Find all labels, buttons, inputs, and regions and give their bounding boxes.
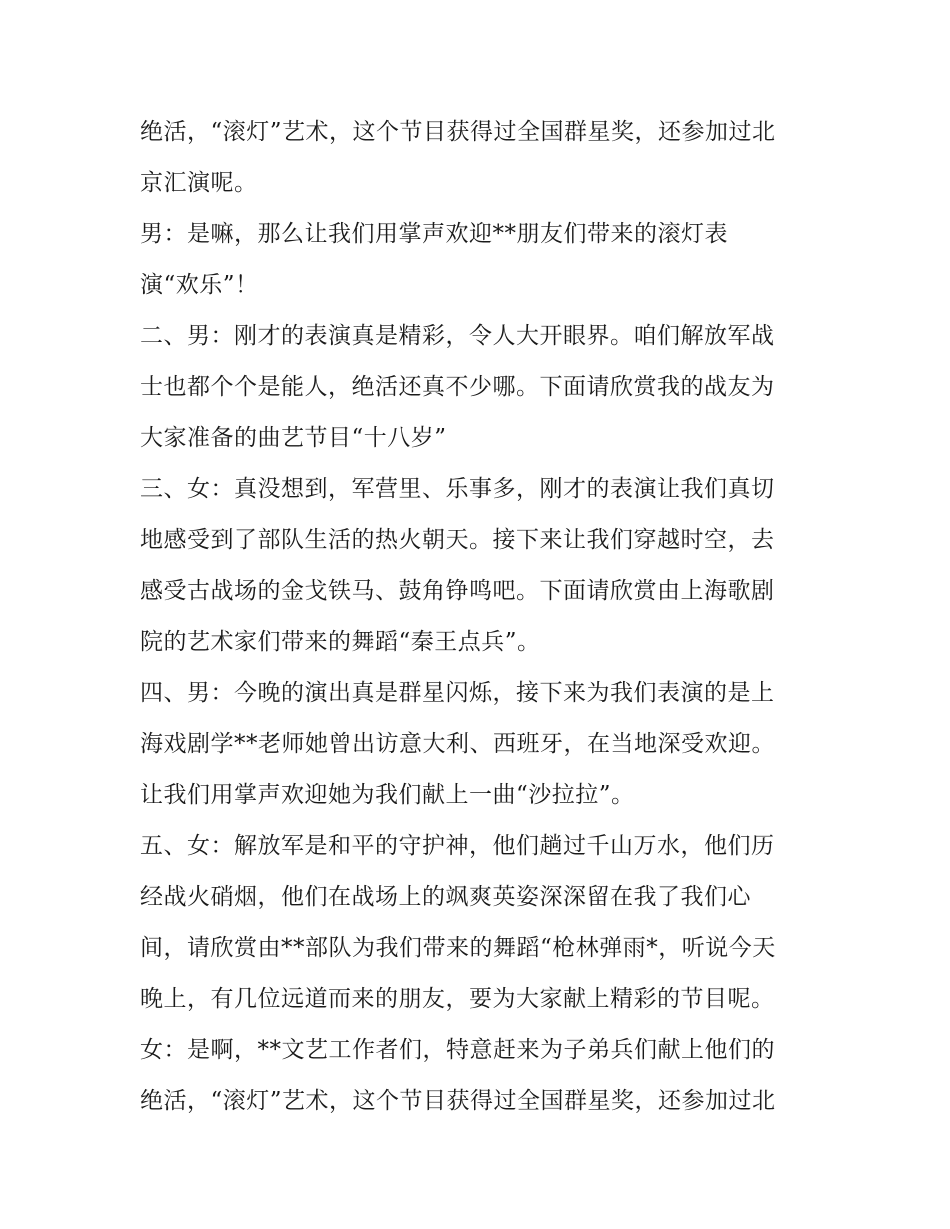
text-line: 让我们用掌声欢迎她为我们献上一曲“沙拉拉”。 bbox=[140, 782, 635, 808]
text-line: 士也都个个是能人，绝活还真不少哪。下面请欣赏我的战友为 bbox=[140, 374, 775, 400]
text-line: 经战火硝烟，他们在战场上的飒爽英姿深深留在我了我们心 bbox=[140, 884, 751, 910]
text-line: 女：是啊，**文艺工作者们，特意赶来为子弟兵们献上他们的 bbox=[140, 1037, 775, 1063]
text-line: 大家准备的曲艺节目“十八岁” bbox=[140, 425, 447, 451]
text-line: 五、女：解放军是和平的守护神，他们趟过千山万水，他们历 bbox=[140, 833, 775, 859]
text-line: 院的艺术家们带来的舞蹈“秦王点兵”。 bbox=[140, 629, 541, 655]
text-line: 演“欢乐”！ bbox=[140, 272, 259, 298]
text-line: 海戏剧学**老师她曾出访意大利、西班牙，在当地深受欢迎。 bbox=[140, 731, 775, 757]
text-line: 绝活，“滚灯”艺术，这个节目获得过全国群星奖，还参加过北 bbox=[140, 119, 776, 145]
text-line: 地感受到了部队生活的热火朝天。接下来让我们穿越时空，去 bbox=[140, 527, 775, 553]
text-line: 三、女：真没想到，军营里、乐事多，刚才的表演让我们真切 bbox=[140, 476, 775, 502]
document-body bbox=[140, 107, 830, 1127]
text-line: 感受古战场的金戈铁马、鼓角铮鸣吧。下面请欣赏由上海歌剧 bbox=[140, 578, 775, 604]
text-line: 男：是嘛，那么让我们用掌声欢迎**朋友们带来的滚灯表 bbox=[140, 221, 728, 247]
text-line: 晚上，有几位远道而来的朋友，要为大家献上精彩的节目呢。 bbox=[140, 986, 775, 1012]
text-line: 间，请欣赏由**部队为我们带来的舞蹈“枪林弹雨*，听说今天 bbox=[140, 935, 776, 961]
text-line: 二、男：刚才的表演真是精彩，令人大开眼界。咱们解放军战 bbox=[140, 323, 775, 349]
text-line: 四、男：今晚的演出真是群星闪烁，接下来为我们表演的是上 bbox=[140, 680, 775, 706]
text-line: 绝活，“滚灯”艺术，这个节目获得过全国群星奖，还参加过北 bbox=[140, 1088, 776, 1114]
text-line: 京汇演呢。 bbox=[140, 170, 258, 196]
